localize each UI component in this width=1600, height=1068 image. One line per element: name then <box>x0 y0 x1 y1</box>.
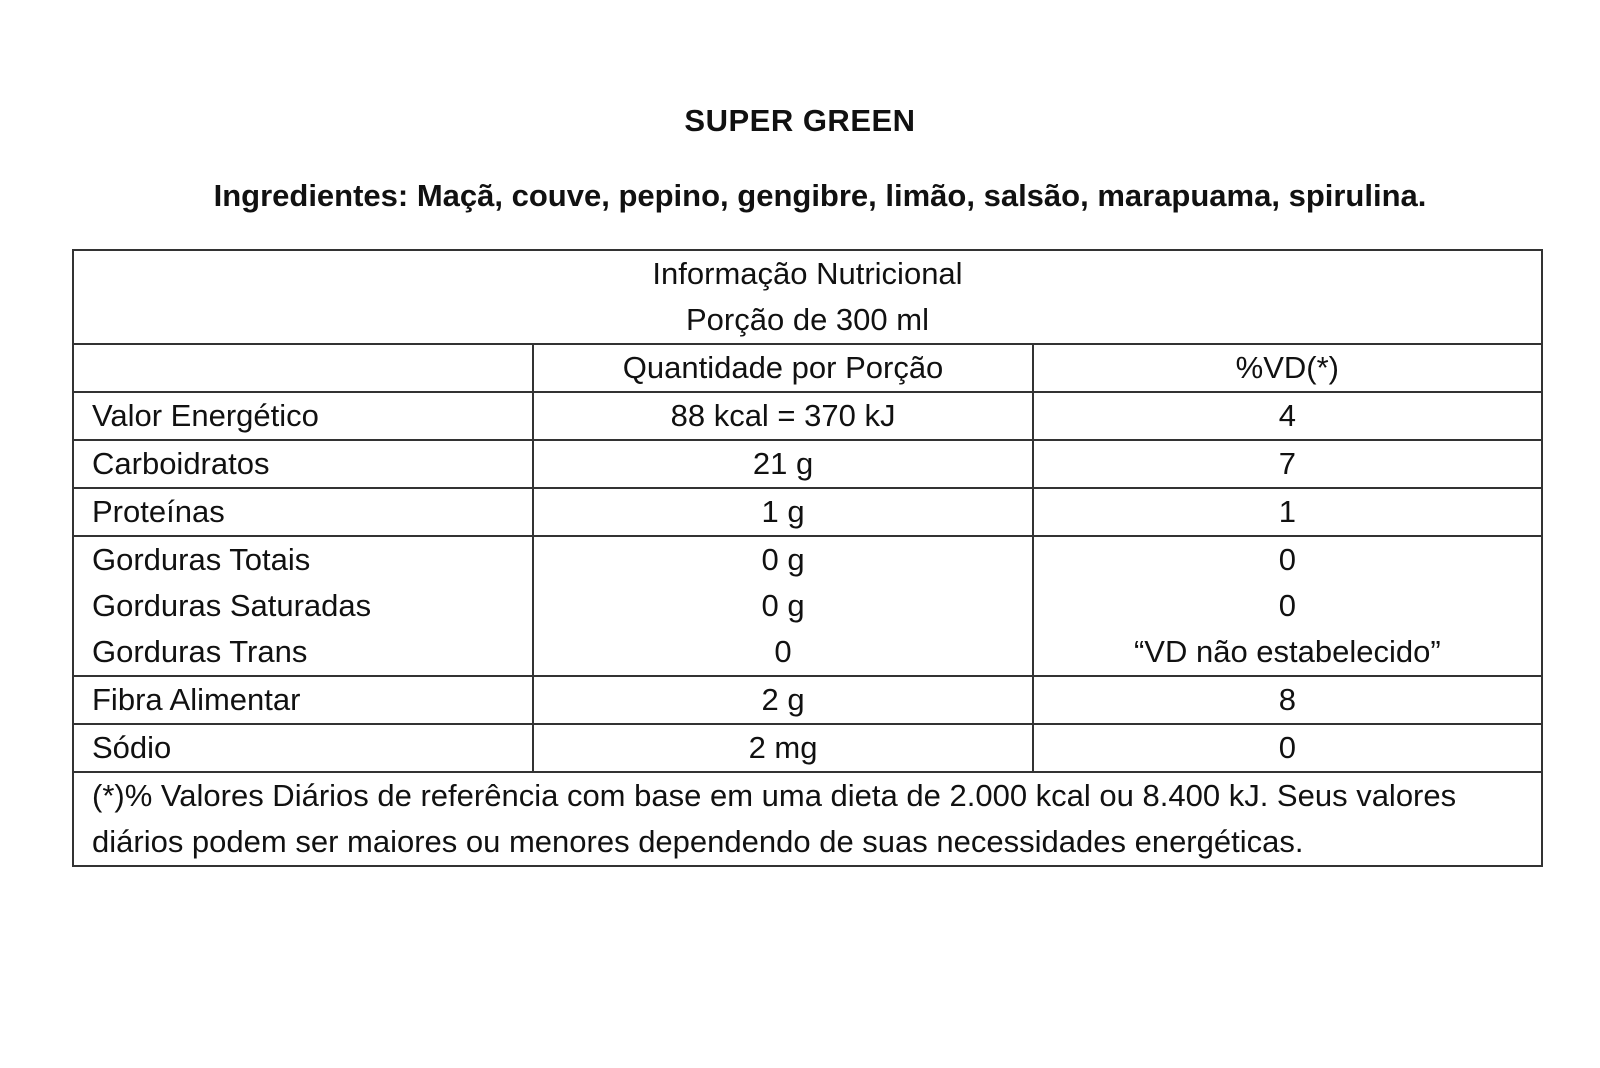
table-row <box>73 676 1542 724</box>
nutrient-daily-value: 0 <box>1278 542 1296 577</box>
nutrient-label: Gorduras Saturadas <box>92 588 372 623</box>
table-row <box>73 392 1542 440</box>
nutrient-label: Valor Energético <box>73 392 533 440</box>
fats-label-cell <box>73 536 533 676</box>
nutrient-quantity: 0 <box>774 634 792 669</box>
fats-daily-value-cell <box>1033 536 1542 676</box>
nutrient-daily-value: 0 <box>1033 724 1542 772</box>
table-row-fats <box>73 536 1542 676</box>
nutrient-daily-value: 0 <box>1278 588 1296 623</box>
nutrient-quantity: 88 kcal = 370 kJ <box>533 392 1032 440</box>
product-title: SUPER GREEN <box>684 103 916 138</box>
nutrient-label: Proteínas <box>73 488 533 536</box>
nutrient-label: Carboidratos <box>73 440 533 488</box>
nutrient-label: Sódio <box>73 724 533 772</box>
table-row <box>73 440 1542 488</box>
nutrient-daily-value: 1 <box>1033 488 1542 536</box>
table-title: Informação Nutricional <box>652 256 963 291</box>
nutrient-quantity: 0 g <box>761 588 805 623</box>
table-row <box>73 724 1542 772</box>
nutrient-quantity: 0 g <box>761 542 805 577</box>
nutrient-daily-value: 8 <box>1033 676 1542 724</box>
header-quantity: Quantidade por Porção <box>533 344 1032 392</box>
nutrient-quantity: 21 g <box>533 440 1032 488</box>
nutrient-label: Gorduras Trans <box>92 634 308 669</box>
table-title-row <box>73 250 1542 344</box>
footnote-row <box>73 772 1542 866</box>
header-daily-value: %VD(*) <box>1033 344 1542 392</box>
table-title-cell <box>73 250 1542 344</box>
nutrient-daily-value: 4 <box>1033 392 1542 440</box>
nutrient-quantity: 1 g <box>533 488 1032 536</box>
footnote: (*)% Valores Diários de referência com base em uma dieta de 2.000 kcal ou 8.400 kJ. Seus valores diários podem ser maiores ou menores dependendo de suas necessidades energéticas. <box>73 772 1542 866</box>
nutrient-daily-value: “VD não estabelecido” <box>1133 634 1441 669</box>
fats-quantity-cell <box>533 536 1032 676</box>
serving-size: Porção de 300 ml <box>686 302 929 337</box>
nutrient-quantity: 2 g <box>533 676 1032 724</box>
nutrient-label: Gorduras Totais <box>92 542 311 577</box>
column-header-row <box>73 344 1542 392</box>
nutrition-facts-table <box>72 249 1543 867</box>
nutrient-quantity: 2 mg <box>533 724 1032 772</box>
nutrient-daily-value: 7 <box>1033 440 1542 488</box>
table-row <box>73 488 1542 536</box>
nutrient-label: Fibra Alimentar <box>73 676 533 724</box>
ingredients-line: Ingredientes: Maçã, couve, pepino, gengibre, limão, salsão, marapuama, spirulina. <box>213 178 1427 213</box>
header-blank-cell <box>73 344 533 392</box>
